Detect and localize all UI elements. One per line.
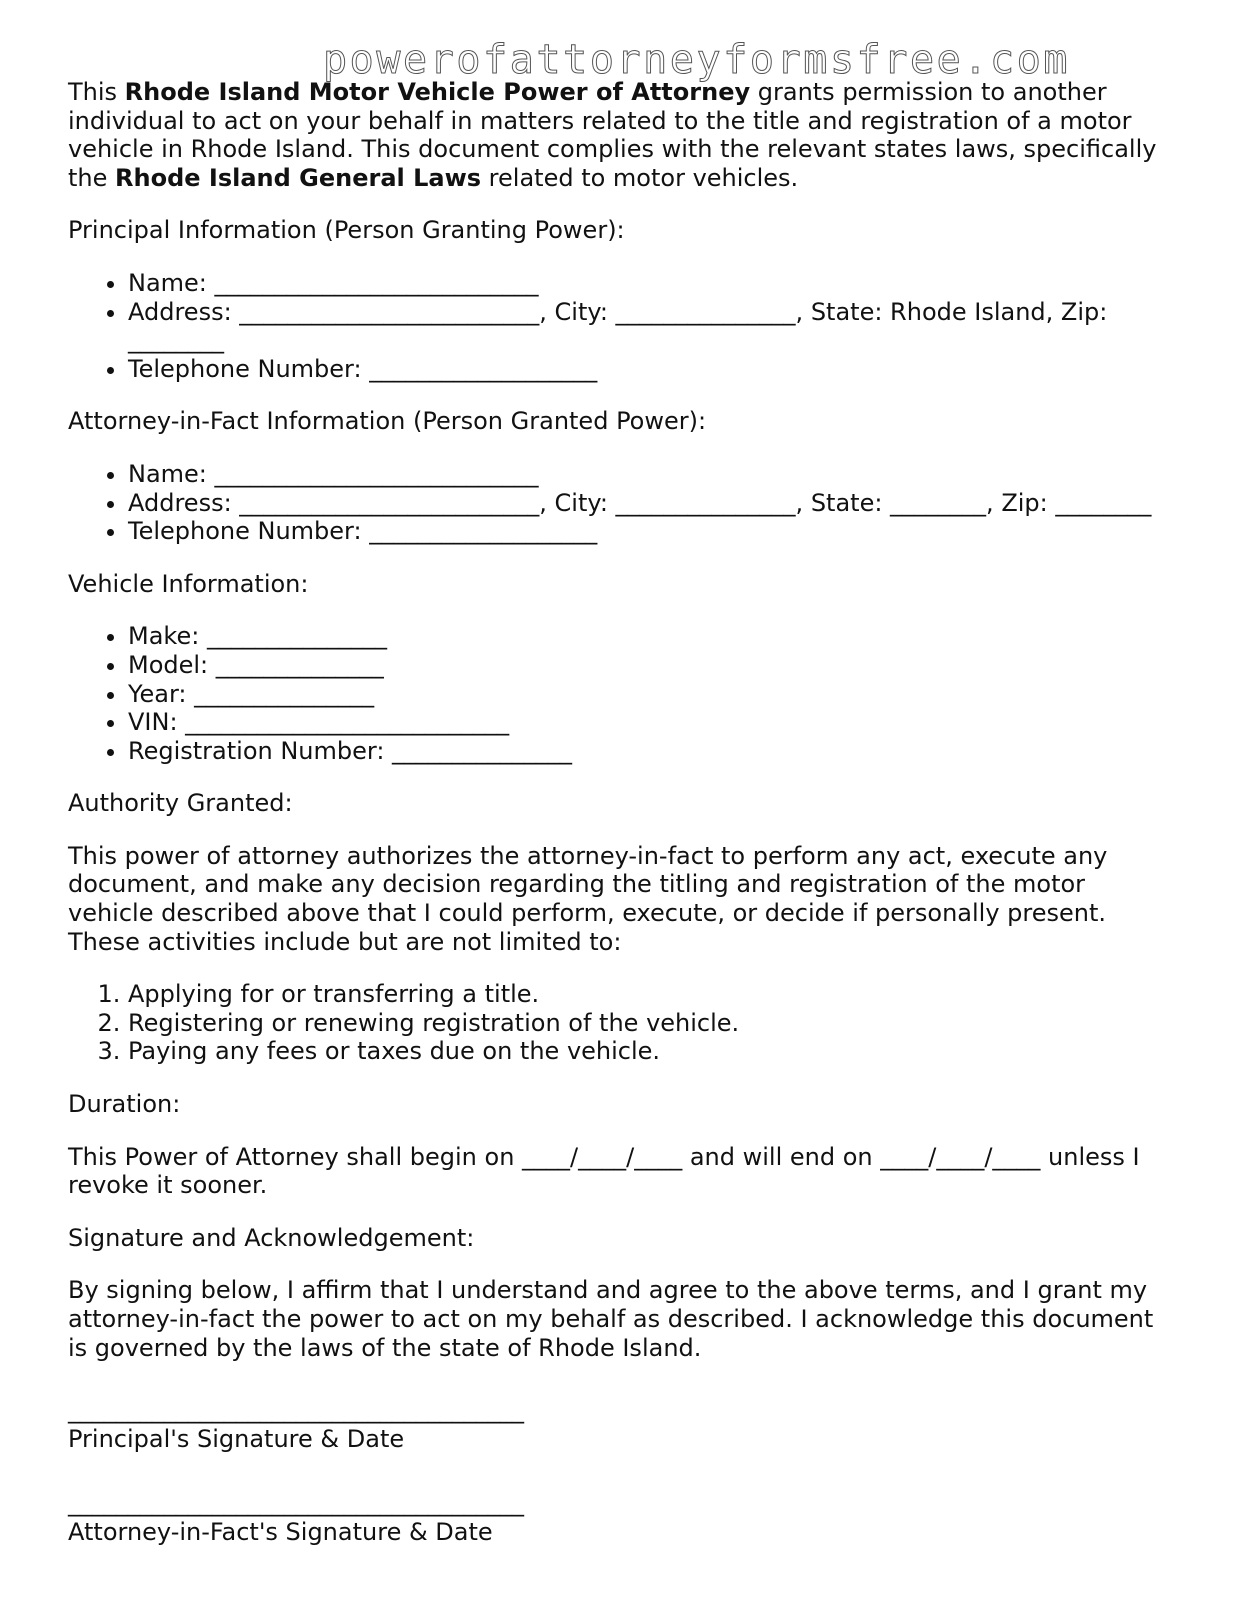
attorney-signature-block	[68, 1489, 1178, 1546]
vehicle-list	[68, 622, 1178, 765]
intro-bold-laws: Rhode Island General Laws	[115, 163, 482, 192]
duration-heading: Duration:	[68, 1090, 181, 1119]
vehicle-vin-field: • VIN: ___________________________	[128, 708, 1178, 737]
authority-text: This power of attorney authorizes the attorney-in-fact to perform any act, execute any document, and make any decision regarding the titling and registration of the motor vehicle described above that I could perform, execute, or decide if personally present. These activities include but are not limited to:	[68, 841, 1108, 956]
intro-paragraph	[68, 78, 1178, 192]
authority-item: 1. Applying for or transferring a title.	[128, 980, 1178, 1009]
principal-signature-line: ______________________________________	[68, 1396, 524, 1425]
duration-text: This Power of Attorney shall begin on ____/____/____ and will end on ____/____/____ unless I revoke it sooner.	[68, 1142, 1140, 1200]
document-body	[68, 78, 1178, 1547]
intro-text-1: This	[68, 78, 125, 106]
authority-item: 3. Paying any fees or taxes due on the vehicle.	[128, 1037, 1178, 1066]
attorney-heading: Attorney-in-Fact Information (Person Granted Power):	[68, 407, 707, 436]
vehicle-year-field: • Year: _______________	[128, 680, 1178, 709]
intro-text-3: related to motor vehicles.	[481, 163, 799, 192]
vehicle-make-field: • Make: _______________	[128, 622, 1178, 651]
watermark-text: powerofattorneyformsfree.com	[323, 37, 1071, 83]
intro-bold-title: Rhode Island Motor Vehicle Power of Attorney	[124, 78, 751, 106]
vehicle-model-field: • Model: ______________	[128, 651, 1178, 680]
principal-heading: Principal Information (Person Granting Power):	[68, 216, 625, 245]
attorney-signature-label: Attorney-in-Fact's Signature & Date	[68, 1517, 493, 1546]
authority-list	[68, 980, 1178, 1066]
principal-signature-block	[68, 1396, 1178, 1453]
signature-text: By signing below, I affirm that I understand and agree to the above terms, and I grant my attorney-in-fact the power to act on my behalf as described. I acknowledge this document is governed by the laws of the state of Rhode Island.	[68, 1276, 1154, 1362]
principal-address-field: • Address: _________________________, City: _______________, State: Rhode Island, Zip: ________	[128, 298, 1178, 355]
principal-name-field: • Name: ___________________________	[128, 269, 1178, 298]
authority-heading: Authority Granted:	[68, 789, 293, 818]
attorney-phone-field: • Telephone Number: ___________________	[128, 517, 1178, 546]
attorney-name-field: • Name: ___________________________	[128, 460, 1178, 489]
attorney-address-field: • Address: _________________________, City: _______________, State: ________, Zip: ________	[128, 489, 1178, 518]
authority-item: 2. Registering or renewing registration of the vehicle.	[128, 1009, 1178, 1038]
intro-text-2: grants permission to another individual to act on your behalf in matters related to the title and registration of a motor vehicle in Rhode Island. This document complies with the relevant states laws, specifically the	[68, 78, 1157, 192]
signature-heading: Signature and Acknowledgement:	[68, 1223, 475, 1252]
attorney-signature-line: ______________________________________	[68, 1489, 524, 1518]
vehicle-heading: Vehicle Information:	[68, 569, 309, 598]
principal-phone-field: • Telephone Number: ___________________	[128, 355, 1178, 384]
principal-list	[68, 269, 1178, 383]
vehicle-registration-field: • Registration Number: _______________	[128, 737, 1178, 766]
principal-signature-label: Principal's Signature & Date	[68, 1424, 405, 1453]
attorney-list	[68, 460, 1178, 546]
